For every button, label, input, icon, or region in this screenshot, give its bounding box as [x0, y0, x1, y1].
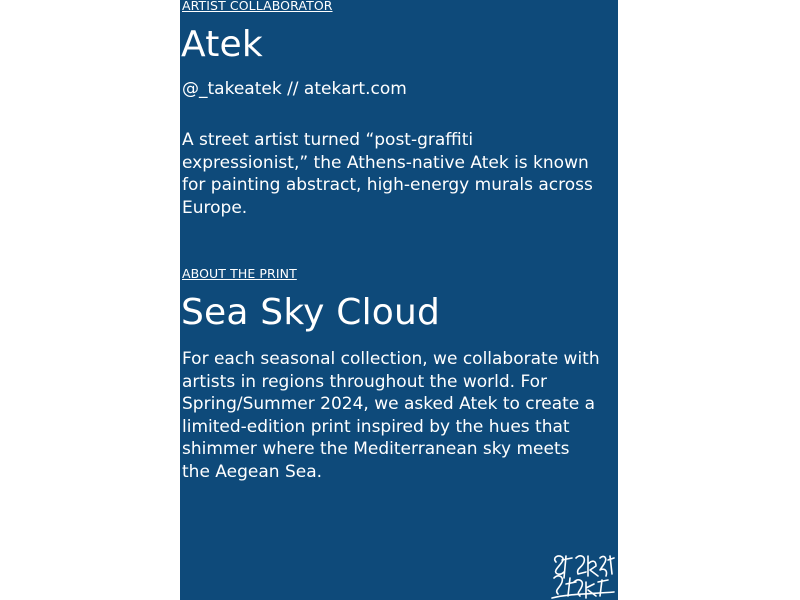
artist-bio: A street artist turned “post-graffiti expressionist,” the Athens-native Atek is known for painting abstract, high-energy murals across Europe.: [182, 130, 593, 218]
print-title-heading: Sea Sky Cloud: [181, 292, 441, 333]
artist-name-heading: Atek: [181, 24, 263, 65]
content-panel: [180, 0, 618, 600]
artist-handle-link[interactable]: @_takeatek // atekart.com: [182, 79, 407, 99]
about-print-kicker: ABOUT THE PRINT: [182, 266, 297, 281]
print-description: For each seasonal collection, we collaborate with artists in regions throughout the world. For Spring/Summer 2024, we asked Atek to create a limited-edition print inspired by the hues that shimmer where the Mediterranean sky meets the Aegean Sea.: [182, 349, 600, 482]
artist-collaborator-kicker: ARTIST COLLABORATOR: [182, 0, 333, 13]
artist-signature-icon: [550, 548, 616, 600]
